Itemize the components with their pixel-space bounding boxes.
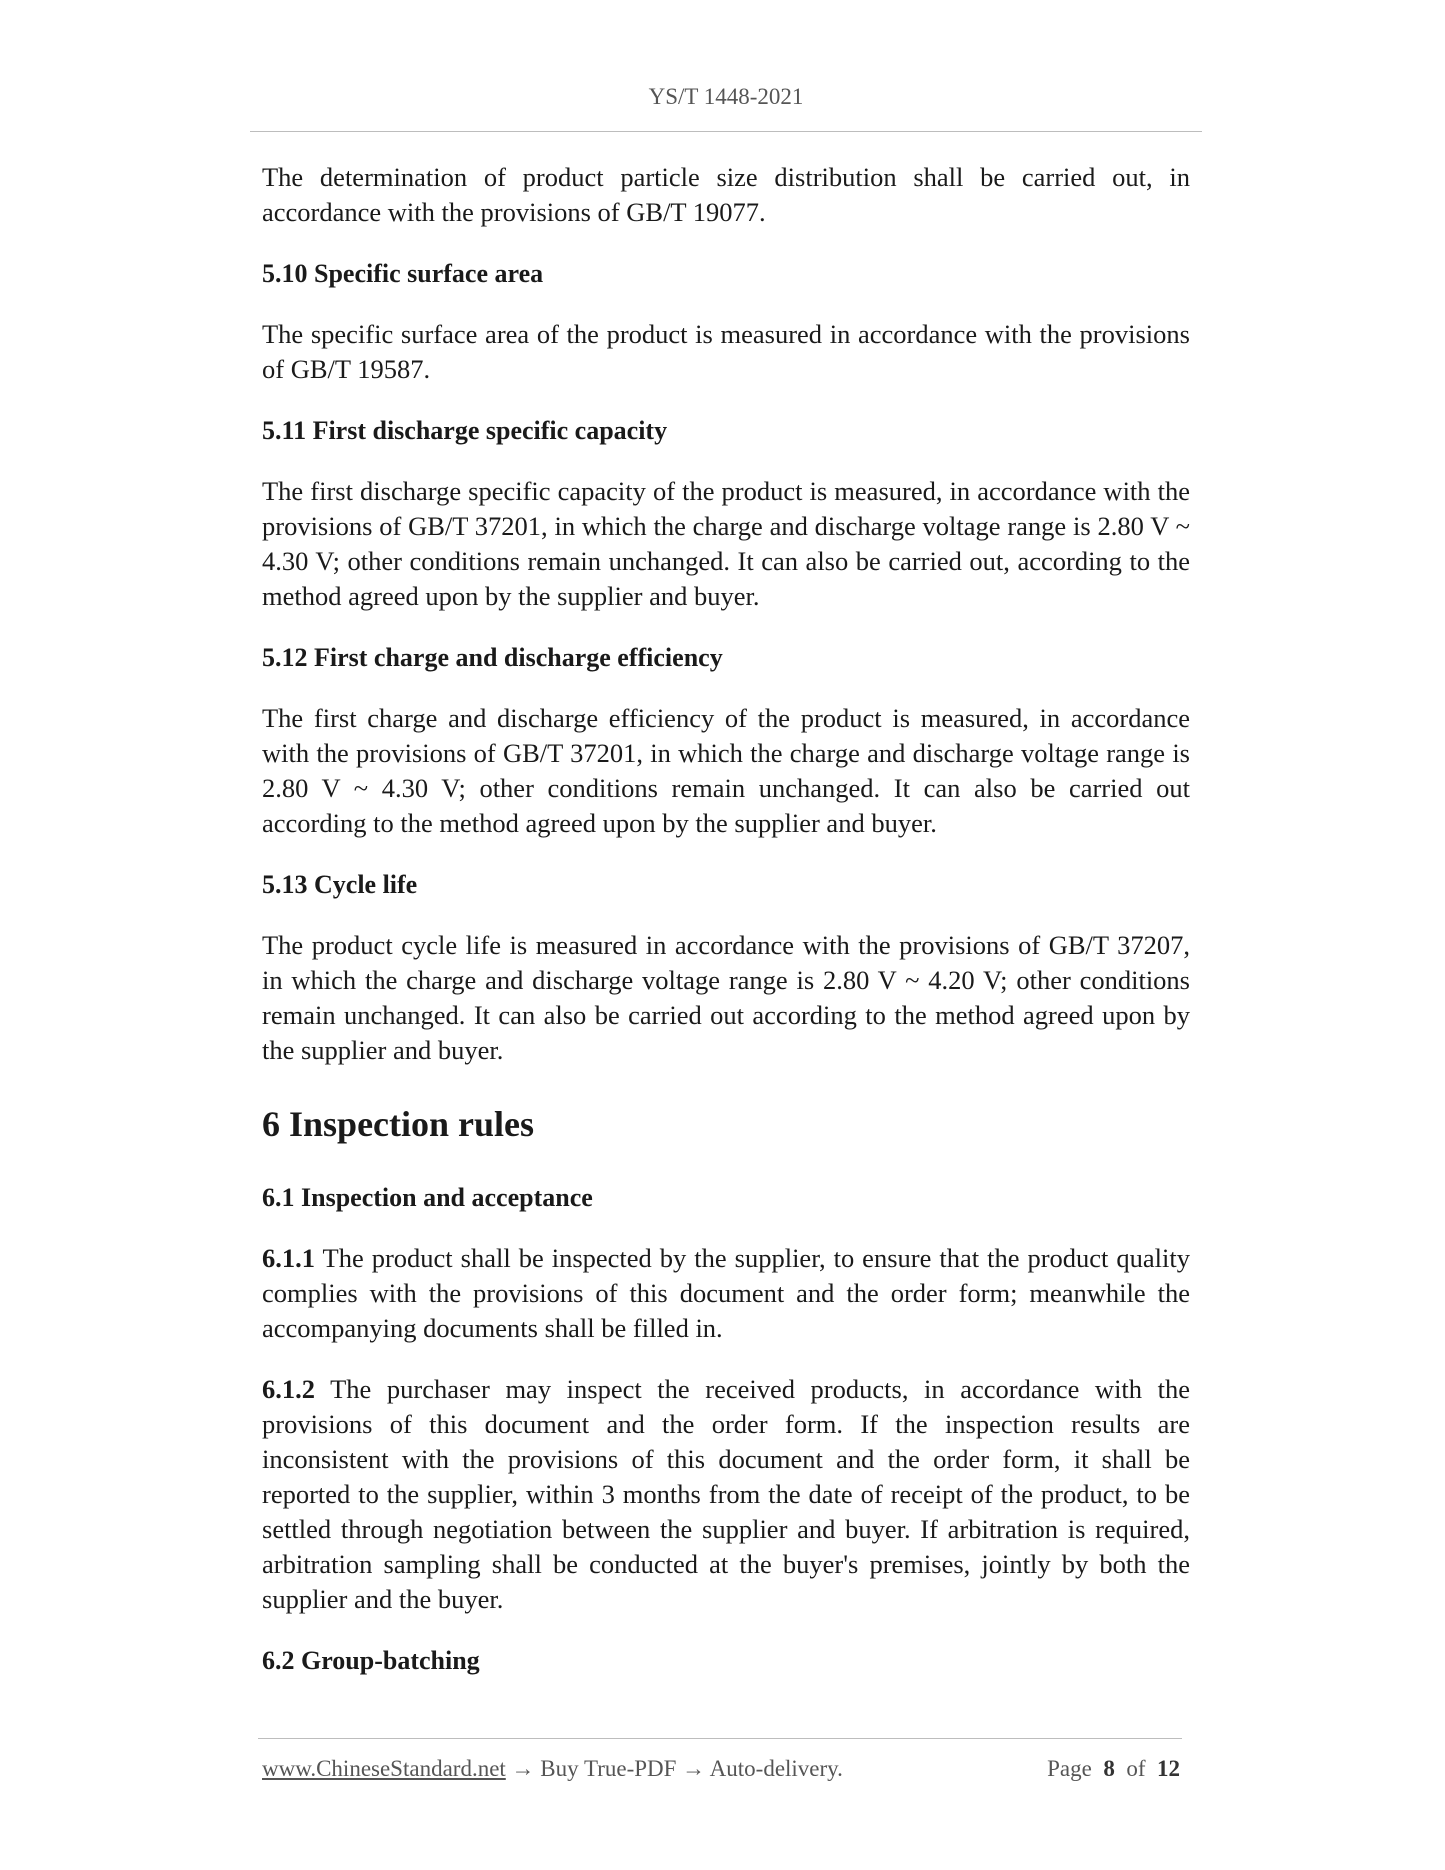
paragraph-5-10: The specific surface area of the product is measured in accordance with the provisions of GB/T 19587. [262, 319, 1190, 384]
paragraph-6-1-2 [262, 1372, 1190, 1617]
page-indicator [1047, 1756, 1180, 1782]
heading-5-13: 5.13 Cycle life [262, 870, 418, 899]
heading-5-11: 5.11 First discharge specific capacity [262, 416, 668, 445]
page-body [262, 160, 1190, 1678]
paragraph-5-13: The product cycle life is measured in accordance with the provisions of GB/T 37207, in which the charge and discharge voltage range is 2.80 V ~ 4.20 V; other conditions remain unchanged. It can also be carried out according to the method agreed upon by the supplier and buyer. [262, 930, 1190, 1065]
paragraph-5-12: The first charge and discharge efficiency of the product is measured, in accordance with the provisions of GB/T 37201, in which the charge and discharge voltage range is 2.80 V ~ 4.30 V; other conditions remain unchanged. It can also be carried out according to the method agreed upon by the supplier and buyer. [262, 703, 1190, 838]
document-code-header: YS/T 1448-2021 [648, 84, 804, 109]
heading-6-2: 6.2 Group-batching [262, 1646, 480, 1675]
page-word: Page [1047, 1756, 1092, 1781]
footer-divider [258, 1738, 1182, 1739]
paragraph-6-1-1 [262, 1241, 1190, 1346]
page-footer [262, 1756, 1180, 1782]
paragraph-5-11: The first discharge specific capacity of the product is measured, in accordance with the provisions of GB/T 37201, in which the charge and discharge voltage range is 2.80 V ~ 4.30 V; other conditions remain unchanged. It can also be carried out, according to the method agreed upon by the supplier and buyer. [262, 476, 1190, 611]
page-of-word: of [1126, 1756, 1146, 1781]
heading-6-1: 6.1 Inspection and acceptance [262, 1183, 593, 1212]
current-page: 8 [1103, 1756, 1115, 1781]
clause-text-6-1-1: The product shall be inspected by the supplier, to ensure that the product quality complies with the provisions of this document and the order form; meanwhile the accompanying documents shall be filled in. [262, 1243, 1190, 1343]
header-divider [250, 131, 1202, 132]
total-pages: 12 [1157, 1756, 1180, 1781]
site-link[interactable]: www.ChineseStandard.net [262, 1756, 506, 1781]
heading-5-12: 5.12 First charge and discharge efficiency [262, 643, 723, 672]
clause-number-6-1-1: 6.1.1 [262, 1243, 315, 1273]
clause-text-6-1-2: The purchaser may inspect the received products, in accordance with the provisions of this document and the order form. If the inspection results are inconsistent with the provisions of this document and the order form, it shall be reported to the supplier, within 3 months from the date of receipt of the product, to be settled through negotiation between the supplier and buyer. If arbitration is required, arbitration sampling shall be conducted at the buyer's premises, jointly by both the supplier and the buyer. [262, 1374, 1190, 1614]
paragraph-5-9: The determination of product particle size distribution shall be carried out, in accordance with the provisions of GB/T 19077. [262, 162, 1190, 227]
heading-6: 6 Inspection rules [262, 1104, 535, 1144]
footer-tagline: → Buy True-PDF → Auto-delivery. [505, 1756, 843, 1781]
footer-promo [262, 1756, 843, 1781]
heading-5-10: 5.10 Specific surface area [262, 259, 544, 288]
clause-number-6-1-2: 6.1.2 [262, 1374, 315, 1404]
